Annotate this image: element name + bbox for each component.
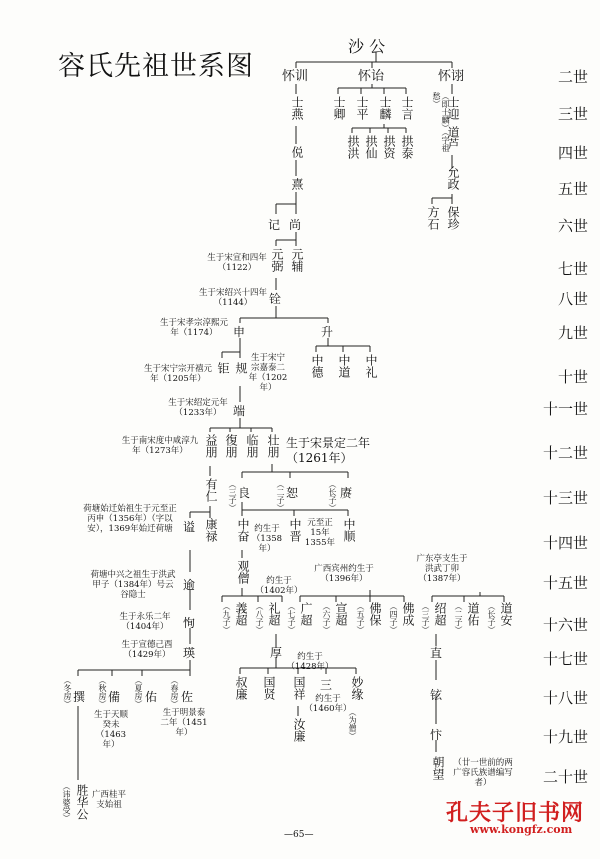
birth-note: 约生于（1460年） [304, 694, 352, 714]
branch-house: （夏房） [134, 676, 143, 708]
person: 佛保 [368, 602, 382, 626]
person: 绍超 [433, 602, 447, 626]
birth-note-large: 生于宋景定二年（1261年） [286, 436, 371, 465]
page-title: 容氏先祖世系图 [58, 51, 254, 82]
person: 佐 [181, 690, 194, 704]
gen-label: 十二世 [542, 444, 588, 462]
watermark: 孔夫子旧书网 [446, 800, 585, 826]
person: 广超 [299, 602, 313, 626]
person: 義超 [234, 602, 248, 626]
gen-label: 十一世 [542, 400, 588, 418]
person: 国祥 [292, 676, 306, 700]
birth-order: （长子） [487, 602, 496, 634]
gen-label: 十五世 [542, 574, 588, 592]
person: 拱仙 [364, 135, 378, 159]
branch-house: （春房） [170, 676, 179, 708]
person: 叔廉 [234, 676, 248, 700]
person: 国贤 [262, 676, 276, 700]
birth-note: 约生于（1428年） [286, 652, 334, 672]
gen-label: 十八世 [542, 689, 588, 707]
gen-label: 十六世 [542, 616, 588, 634]
person: 士卿 [332, 96, 346, 120]
person: 厚 [270, 646, 283, 660]
annotation: （讳婆受） [62, 782, 71, 822]
birth-order: （六子） [322, 602, 331, 634]
gen-label: 三世 [557, 105, 588, 123]
birth-order: （长子） [328, 480, 337, 512]
person: 中道 [337, 354, 351, 378]
birth-note: 生于宋宁宗开禧元年（1205年） [143, 364, 212, 384]
person: 恂 [183, 616, 196, 630]
gen-label: 十四世 [542, 534, 588, 552]
person: 佑 [145, 690, 158, 704]
person: 朝望 [431, 756, 445, 780]
annotation: （为僧） [348, 708, 357, 740]
person: 備 [108, 690, 121, 704]
person: 元弼 [270, 248, 284, 272]
birth-note: 生于永乐二年（1404年） [119, 612, 171, 632]
person: 铉 [430, 688, 443, 702]
person: 佛成 [401, 602, 415, 626]
person: 壮朋 [266, 434, 280, 458]
person: 康禄 [204, 518, 218, 542]
birth-order: （三子） [228, 480, 237, 512]
gen-label: 二十世 [542, 768, 588, 786]
birth-note: 荷塘中兴之祖生于洪武甲子（1384年）号云谷隐士 [90, 570, 176, 600]
birth-note: 广东亭支生于洪武丁卯（1387年） [416, 554, 468, 584]
person: 熹 [290, 178, 304, 190]
birth-note: 生于宣德己酉（1429年） [121, 640, 173, 660]
person: 拱资 [382, 135, 396, 159]
annotation: （即士麟）（字祖愁） [432, 92, 450, 152]
person: 中德 [310, 354, 324, 378]
person: 恕 [286, 486, 299, 500]
birth-order: （三子） [421, 602, 430, 634]
gen-label: 十三世 [542, 489, 588, 507]
birth-order: （五子） [356, 602, 365, 634]
person: 礼超 [267, 602, 281, 626]
person: 道安 [499, 602, 513, 626]
person: 升 [321, 325, 334, 339]
person: 临朋 [245, 434, 259, 458]
person: 钜 [216, 362, 230, 374]
birth-note: 约生于（1358年） [251, 524, 283, 554]
person: 復朋 [224, 434, 238, 458]
birth-note: 约生于（1402年） [255, 576, 303, 596]
person: 怀训 [282, 69, 309, 84]
birth-note: 生于天顺癸未（1463年） [93, 710, 128, 750]
person: 允政 [446, 166, 460, 190]
person: 士燕 [290, 96, 304, 120]
birth-order: （二子） [454, 602, 463, 634]
person: 士麟 [378, 96, 392, 120]
person: 妙缘 [350, 676, 364, 700]
birth-note: 生于宋孝宗淳熙元年（1174） [159, 318, 228, 338]
person: 规 [234, 362, 248, 374]
person: 元辅 [290, 248, 304, 272]
gen-label: 八世 [557, 290, 588, 308]
gen-label: 四世 [557, 144, 588, 162]
person: 士言 [400, 96, 414, 120]
birth-order: （九子） [222, 602, 231, 634]
person: 申 [233, 325, 246, 339]
person: 三 [320, 678, 333, 692]
page-number: —65— [284, 830, 314, 840]
birth-note: 生于明景泰二年（1451年） [160, 708, 208, 738]
person: 谥 [183, 520, 196, 534]
gen-label: 十七世 [542, 650, 588, 668]
annotation: （廿一世前的两广容氏族谱编写者） [453, 758, 513, 788]
birth-order: （四子） [389, 602, 398, 634]
person: 拱洪 [346, 135, 360, 159]
person: 胜华公 [75, 784, 89, 820]
birth-note: 生于南宋度中咸淳九年（1273年） [121, 436, 199, 456]
person: 铨 [269, 292, 282, 306]
gen-label: 九世 [557, 324, 588, 342]
person: 道芦 [446, 126, 460, 150]
person: 记 [268, 218, 281, 232]
birth-note: 生于宋宣和四年（1122） [207, 253, 267, 273]
person: 良 [238, 486, 251, 500]
person: 中奋 [236, 518, 250, 542]
person: 士平 [355, 96, 369, 120]
person: 士迎 [446, 96, 460, 120]
person: 瑛 [183, 646, 196, 660]
person: 直 [430, 646, 443, 660]
person: 拱泰 [400, 135, 414, 159]
person: 中顺 [342, 518, 356, 542]
person: 逾 [183, 578, 196, 592]
person: 尚 [289, 218, 302, 232]
birth-note: 生于宋绍定元年（1233年） [168, 398, 228, 418]
gen-label: 十世 [557, 368, 588, 386]
birth-note: 生于宋绍兴十四年（1144） [198, 288, 267, 308]
birth-note: 荷塘始迁始祖生于元至正丙申（1356年）（字以安），1369年始迁荷塘 [83, 504, 177, 534]
gen-label: 七世 [557, 260, 588, 278]
branch-house: （秋房） [98, 676, 107, 708]
birth-order: （七子） [287, 602, 296, 634]
person: 宣超 [334, 602, 348, 626]
person: 保珍 [446, 206, 460, 230]
birth-note: 广西宾州约生于（1396年） [314, 564, 374, 584]
birth-note: 元至正15年1355年 [304, 518, 336, 548]
root-ancestor: 沙 公 [348, 37, 386, 56]
person: 中晋 [288, 518, 302, 542]
person: 怀诩 [438, 69, 465, 84]
watermark-url: www.kongfz.com [470, 823, 573, 836]
birth-order: （八子） [255, 602, 264, 634]
person: 忭 [430, 728, 443, 742]
branch-note: 广西桂平支始祖 [92, 790, 127, 810]
person: 中礼 [364, 354, 378, 378]
person: 观僧 [236, 560, 250, 584]
gen-label: 六世 [557, 217, 588, 235]
person: 端 [233, 404, 246, 418]
person: 方石 [426, 206, 440, 230]
birth-note: 生于宋宁宗嘉泰二年（1202年） [248, 353, 288, 393]
branch-house: （冬房） [63, 676, 72, 708]
person: 侻 [290, 146, 304, 158]
person: 汝廉 [292, 718, 306, 742]
gen-label: 二世 [557, 68, 588, 86]
birth-order: （二子） [276, 480, 285, 512]
person: 益朋 [204, 434, 218, 458]
person: 赓 [340, 486, 353, 500]
person: 怀诒 [358, 69, 385, 84]
person: 道佑 [466, 602, 480, 626]
person: 有仁 [204, 478, 218, 502]
gen-label: 十九世 [542, 728, 588, 746]
person: 撰 [73, 690, 86, 704]
gen-label: 五世 [557, 180, 588, 198]
